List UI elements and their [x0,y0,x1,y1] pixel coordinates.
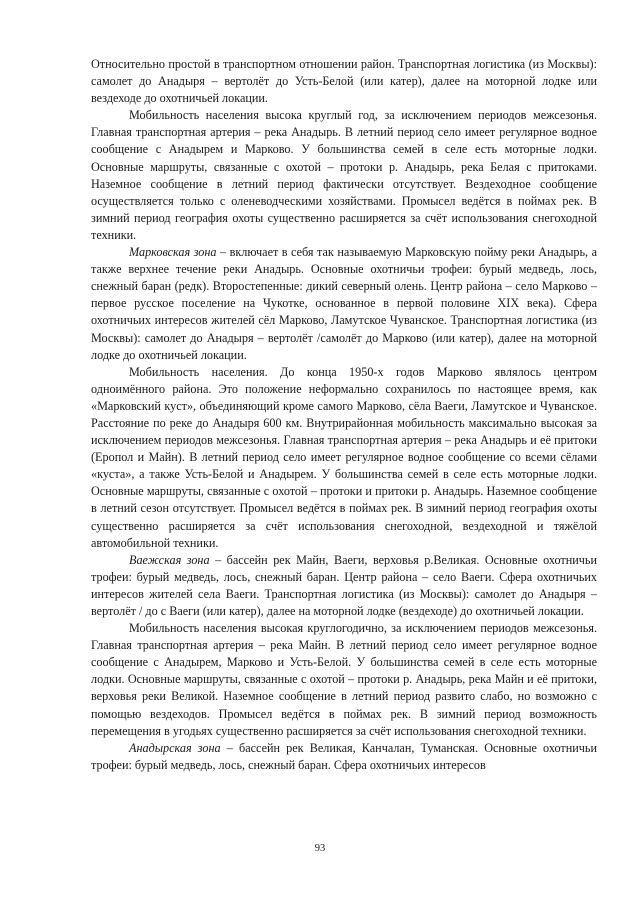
paragraph-2-text: Мобильность населения высока круглый год, за исключением периодов межсезонья. Главная транспортная артерия – река Анадырь. В летний период село имеет регулярное водное сообщение с Анадырем и Марково. У большинства семей в селе есть моторные лодки. Основные маршруты, связанные с охотой – протоки р. Анадырь, река Белая с притоками. Наземное сообщение в летний период фактически отсутствует. Вездеходное сообщение осуществляется только с оленеводческими хозяйствами. Промысел ведётся в поймах рек. В зимний период география охоты существенно расширяется за счёт использования снегоходной техники. [91,108,597,242]
paragraph-markovskaya-zone [91,244,597,364]
paragraph-6-text: Мобильность населения высокая круглогодично, за исключением периодов межсезонья. Главная транспортная артерия – река Майн. В летний период село имеет регулярное водное сообщение с Анадырем, Марково и Усть-Белой. У большинства семей в селе есть моторные лодки. Основные маршруты, связанные с охотой – протоки р. Анадырь, река Майн и её притоки, верховья реки Великой. Наземное сообщение в летний период развито слабо, но возможно с помощью вездеходов. Промысел ведётся в поймах рек. В зимний период возможность перемещения в угодьях существенно расширяется за счёт использования снегоходной техники. [91,621,597,738]
paragraph-vaezhskaya-zone [91,552,597,620]
page-number: 93 [314,843,326,854]
paragraph-7-text: – бассейн рек Великая, Канчалан, Туманская. Основные охотничьи трофеи: бурый медведь, лось, снежный баран. Сфера охотничьих интересов [91,740,597,772]
paragraph-anadyrskaya-zone [91,740,597,774]
paragraph-1 [91,56,597,107]
paragraph-6 [91,620,597,740]
zone-name: Марковская зона [129,245,217,260]
paragraph-2 [91,107,597,244]
zone-name: Анадырская зона [129,740,221,755]
body-text [91,56,597,774]
paragraph-4 [91,364,597,552]
paragraph-3-text: – включает в себя так называемую Марковскую пойму реки Анадырь, а также верхнее течение реки Анадырь. Основные охотничьи трофеи: бурый медведь, лось, снежный баран (редк). Второстепенные: дикий северный олень. Центр района – село Марково – первое русское поселение на Чукотке, основанное в первой половине XIX века). Сфера охотничьих интересов жителей сёл Марково, Ламутское Чуванское. Транспортная логистика (из Москвы): самолет до Анадыря – вертолёт /самолёт до Марково (или катер), далее на моторной лодке до охотничьей локации. [91,245,597,362]
zone-name: Ваежская зона [129,552,210,567]
paragraph-5-text: – бассейн рек Майн, Ваеги, верховья р.Великая. Основные охотничьи трофеи: бурый медведь, лось, снежный баран. Центр района – село Ваеги. Сфера охотничьих интересов жителей села Ваеги. Транспортная логистика (из Москвы): самолет до Анадыря – вертолёт / до с Ваеги (или катер), далее на моторной лодке (вездеходе) до охотничьей локации. [91,552,597,618]
paragraph-1-text: Относительно простой в транспортном отношении район. Транспортная логистика (из Москвы): самолет до Анадыря – вертолёт до Усть-Белой (или катер), далее на моторной лодке или вездеходе до охотничьей локации. [91,57,597,106]
paragraph-4-text: Мобильность населения. До конца 1950-х годов Марково являлось центром одноимённого района. Это положение неформально сохранилось по настоящее время, как «Марковский куст», объединяющий кроме самого Марково, сёла Ваеги, Ламутское и Чуванское. Расстояние по реке до Анадыря 600 км. Внутрирайонная мобильность максимально высокая за исключением периодов межсезонья. Главная транспортная артерия – река Анадырь и её притоки (Еропол и Майн). В летний период село имеет регулярное водное сообщение со всеми сёлами «куста», а также Усть-Белой и Анадырем. У большинства семей в селе есть моторные лодки. Основные маршруты, связанные с охотой – протоки и притоки р. Анадырь. Наземное сообщение в летний сезон отсутствует. Промысел ведётся в поймах рек. В зимний период география охоты существенно расширяется за счёт использования снегоходной, вездеходной и тяжёлой автомобильной техники. [91,364,597,550]
